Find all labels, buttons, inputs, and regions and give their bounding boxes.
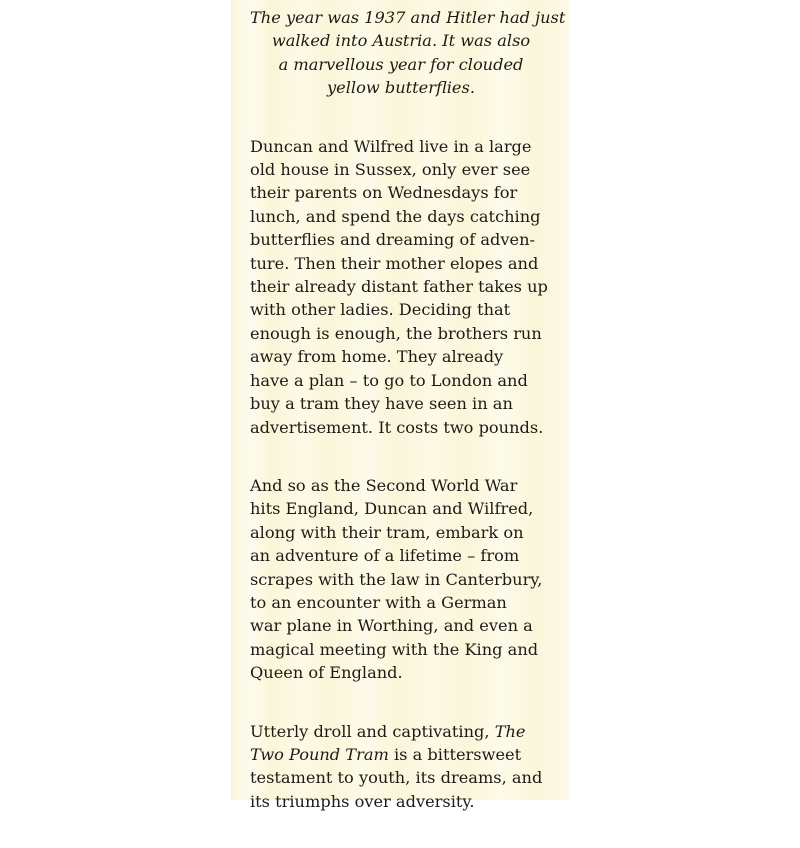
text-line: And so as the Second World War <box>250 475 518 495</box>
text-line: testament to youth, its dreams, and <box>250 768 543 788</box>
closing-text: is a bittersweet <box>388 744 522 764</box>
text-line: with other ladies. Deciding that <box>250 300 511 320</box>
closing-paragraph <box>250 720 552 814</box>
synopsis-paragraph <box>250 135 552 439</box>
text-line: along with their tram, embark on <box>250 522 524 542</box>
text-line: Queen of England. <box>250 663 403 683</box>
blurb-text <box>250 6 566 848</box>
intro-paragraph <box>250 6 566 100</box>
text-line <box>250 720 552 743</box>
text-line: hits England, Duncan and Wilfred, <box>250 499 534 519</box>
text-line: their parents on Wednesdays for <box>250 183 518 203</box>
text-line: butterflies and dreaming of adven- <box>250 230 536 250</box>
text-line: buy a tram they have seen in an <box>250 394 513 414</box>
intro-line: yellow butterflies. <box>327 78 475 98</box>
text-line: Duncan and Wilfred live in a large <box>250 136 532 156</box>
text-line: magical meeting with the King and <box>250 639 539 659</box>
intro-line: The year was 1937 and Hitler had just <box>250 8 566 27</box>
text-line: scrapes with the law in Canterbury, <box>250 569 543 589</box>
text-line: an adventure of a lifetime – from <box>250 546 520 566</box>
text-line: to an encounter with a German <box>250 592 507 612</box>
text-line: ture. Then their mother elopes and <box>250 253 539 273</box>
text-line: enough is enough, the brothers run <box>250 323 542 343</box>
adventure-paragraph <box>250 474 552 685</box>
text-line: old house in Sussex, only ever see <box>250 160 531 180</box>
text-line: their already distant father takes up <box>250 277 548 297</box>
text-line: advertisement. It costs two pounds. <box>250 417 544 437</box>
text-line: lunch, and spend the days catching <box>250 206 541 226</box>
text-line <box>250 743 552 766</box>
text-line: have a plan – to go to London and <box>250 370 528 390</box>
text-line: war plane in Worthing, and even a <box>250 616 533 636</box>
closing-text: Utterly droll and captivating, <box>250 721 495 741</box>
text-line: away from home. They already <box>250 347 504 367</box>
book-title-part: Two Pound Tram <box>250 744 389 764</box>
book-title-part: The <box>494 721 526 741</box>
text-line: its triumphs over adversity. <box>250 791 475 811</box>
intro-line: walked into Austria. It was also <box>271 31 531 51</box>
intro-line: a marvellous year for clouded <box>278 54 524 74</box>
